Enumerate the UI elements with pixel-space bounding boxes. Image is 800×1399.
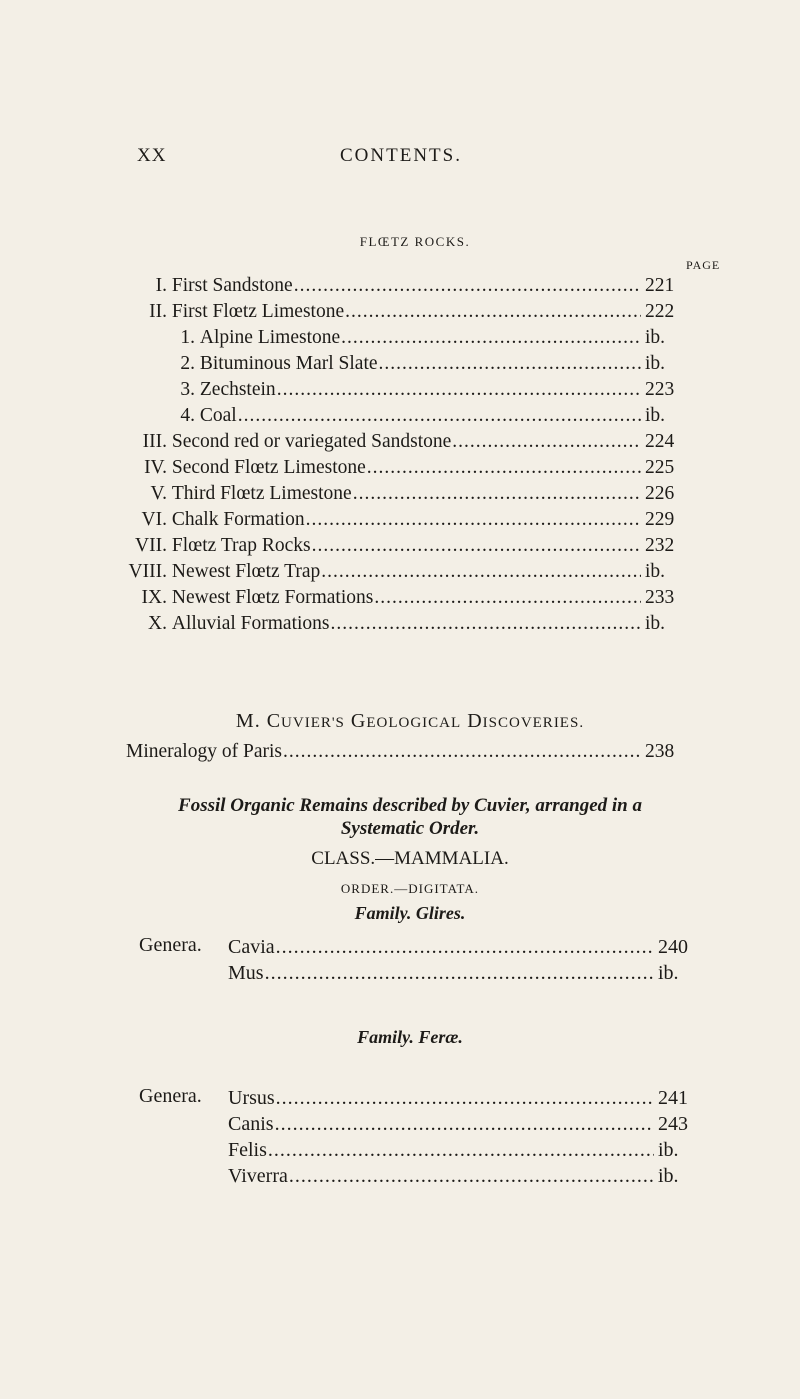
genus-entry: Mus ..... ib. <box>228 962 698 988</box>
toc-entry: IV. Second Flœtz Limestone ..... 225 <box>125 457 685 483</box>
section-title: FLŒTZ ROCKS. <box>359 234 471 249</box>
fossil-title-line2: Systematic Order. <box>340 818 480 839</box>
toc-subentry: 3. Zechstein ..... 223 <box>175 379 685 405</box>
toc-entry: VI. Chalk Formation ..... 229 <box>125 509 685 535</box>
toc-subentry: 4. Coal ..... ib. <box>175 405 685 431</box>
genus-entry: Viverra ..... ib. <box>228 1165 698 1191</box>
toc-subentry: 2. Bituminous Marl Slate ..... ib. <box>175 353 685 379</box>
toc-entry: V. Third Flœtz Limestone ..... 226 <box>125 483 685 509</box>
genera-label: Genera. <box>139 934 202 956</box>
genus-entry: Canis ..... 243 <box>228 1113 698 1139</box>
page-column-label: PAGE <box>686 258 721 272</box>
cuvier-heading: M. CUVIER'S GEOLOGICAL DISCOVERIES. <box>235 710 585 732</box>
toc-entry-mineralogy: Mineralogy of Paris ..... 238 <box>126 741 685 767</box>
genera-label: Genera. <box>139 1085 202 1107</box>
genus-entry: Felis ..... ib. <box>228 1139 698 1165</box>
genus-entry: Ursus ..... 241 <box>228 1087 698 1113</box>
toc-subentry: 1. Alpine Limestone ..... ib. <box>175 327 685 353</box>
family-ferae-heading: Family. Feræ. <box>357 1027 463 1047</box>
order-heading: ORDER.—DIGITATA. <box>340 881 480 896</box>
fossil-title-line1: Fossil Organic Remains described by Cuvier, arranged in a <box>178 795 642 816</box>
family-glires-heading: Family. Glires. <box>354 903 466 923</box>
toc-entry: IX. Newest Flœtz Formations ..... 233 <box>125 587 685 613</box>
page-title: CONTENTS. <box>340 145 462 166</box>
genus-entry: Cavia ..... 240 <box>228 936 698 962</box>
toc-entry: III. Second red or variegated Sandstone ..... 224 <box>125 431 685 457</box>
running-header <box>0 145 800 169</box>
class-heading: CLASS.—MAMMALIA. <box>311 848 509 869</box>
toc-entry: II. First Flœtz Limestone ..... 222 <box>135 301 685 327</box>
toc-entry: VII. Flœtz Trap Rocks ..... 232 <box>125 535 685 561</box>
toc-entry: VIII. Newest Flœtz Trap ..... ib. <box>125 561 685 587</box>
toc-entry: X. Alluvial Formations ..... ib. <box>125 613 685 639</box>
page-number: XX <box>137 145 167 166</box>
toc-entry: I. First Sandstone ..... 221 <box>135 275 685 301</box>
